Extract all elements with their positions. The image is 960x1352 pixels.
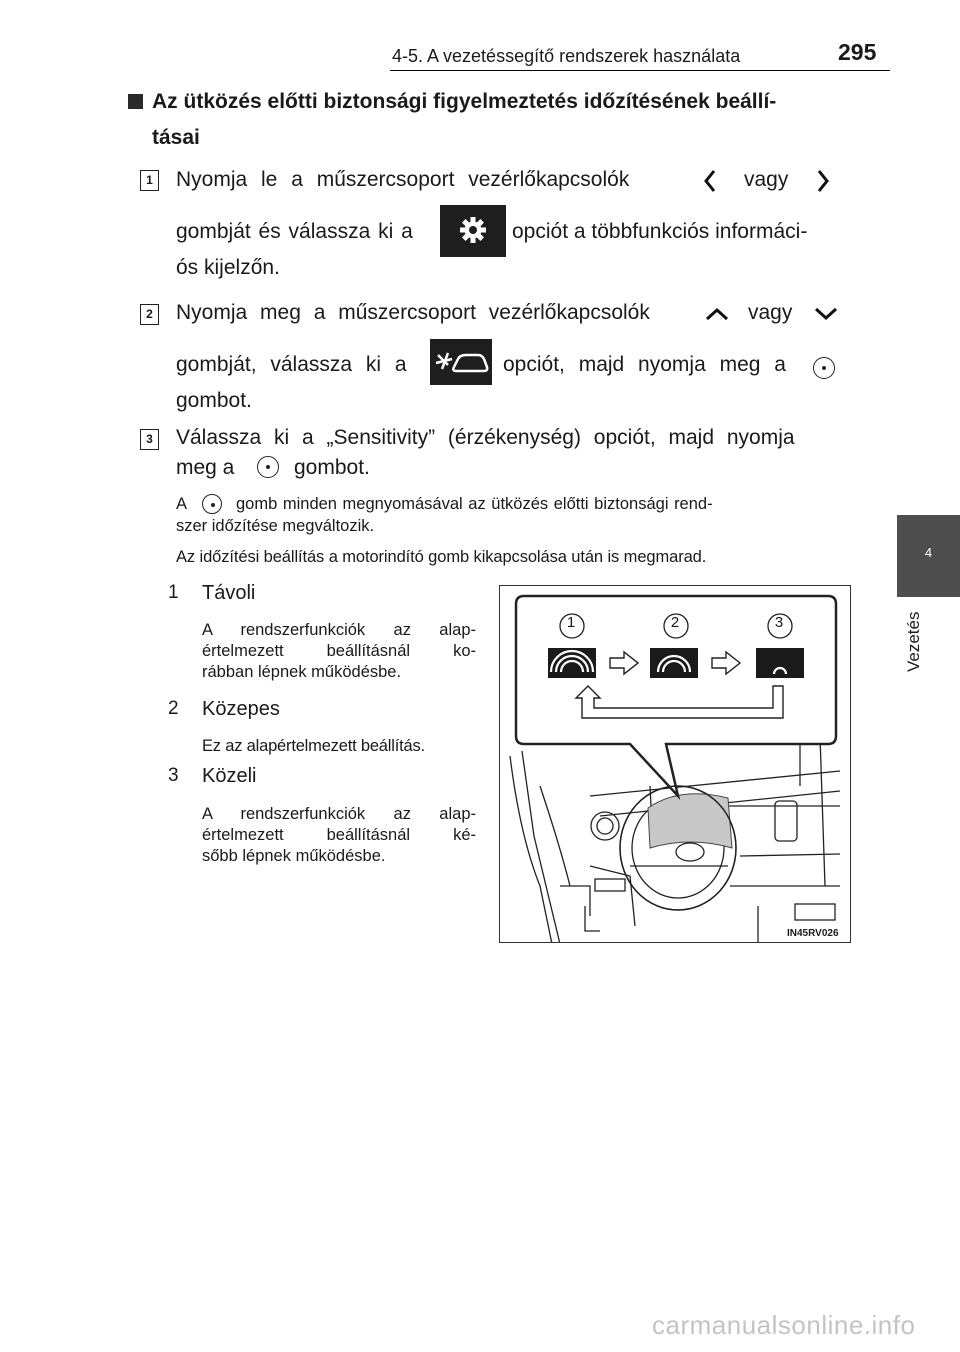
- ok-button-icon: [813, 357, 835, 379]
- gear-icon: [440, 205, 506, 257]
- chapter-tab: [897, 515, 960, 597]
- note-1a: A: [176, 495, 188, 513]
- option-desc-line: A rendszerfunkciók az alap-: [202, 805, 476, 823]
- option-number: 3: [168, 765, 179, 786]
- step-3-line1: Válassza ki a „Sensitivity” (érzékenység) opciót, majd nyomja: [176, 426, 795, 449]
- chevron-down-icon: [813, 305, 839, 323]
- chevron-up-icon: [704, 305, 730, 323]
- option-number: 1: [168, 582, 179, 603]
- note-1c: szer időzítése megváltozik.: [176, 517, 375, 535]
- header-rule: [390, 70, 890, 71]
- section-title: [152, 86, 857, 154]
- option-name: Közepes: [202, 698, 280, 720]
- step-3-line2a: meg a: [176, 456, 235, 479]
- chevron-right-icon: [813, 168, 833, 194]
- option-desc-line: A rendszerfunkciók az alap-: [202, 621, 476, 639]
- dashboard-illustration: [500, 586, 851, 943]
- section-title-line2: tásai: [152, 126, 200, 149]
- page-number: 295: [838, 39, 877, 65]
- title-bullet: [128, 94, 143, 109]
- header-section-title: 4-5. A vezetéssegítő rendszerek használata: [392, 46, 741, 66]
- figure-frame: [499, 585, 851, 943]
- step-2-or: vagy: [748, 301, 793, 324]
- step-number: 1: [140, 170, 159, 191]
- sensitivity-icons: [548, 648, 804, 678]
- option-name: Közeli: [202, 765, 257, 787]
- option-number: 2: [168, 698, 179, 719]
- step-2-line3: gombot.: [176, 389, 252, 412]
- option-desc: [202, 620, 476, 683]
- watermark: carmanualsonline.info: [652, 1310, 916, 1340]
- meter-highlight: [648, 794, 732, 848]
- step-3-line2b: gombot.: [294, 456, 370, 479]
- option-desc-line: rábban lépnek működésbe.: [202, 663, 402, 681]
- step-1-line2b: opciót a többfunkciós informáci-: [512, 220, 808, 243]
- figure-callout: 3: [774, 614, 784, 631]
- figure-callout: 2: [670, 614, 680, 631]
- option-desc-line: sőbb lépnek működésbe.: [202, 847, 386, 865]
- figure-code: IN45RV026: [787, 928, 839, 939]
- pre-collision-icon: [430, 339, 492, 385]
- chapter-number: 4: [924, 545, 933, 560]
- figure-callout: 1: [566, 614, 576, 631]
- ok-button-icon: [202, 494, 222, 514]
- step-1-or: vagy: [744, 168, 789, 191]
- option-desc-line: értelmezett beállításnál ko-: [202, 642, 476, 660]
- note-2: Az időzítési beállítás a motorindító gomb kikapcsolása után is megmarad.: [176, 548, 707, 566]
- step-2-line2b: opciót, majd nyomja meg a: [503, 353, 786, 376]
- option-name: Távoli: [202, 582, 256, 604]
- option-desc: [202, 804, 476, 867]
- step-1-line1a: Nyomja le a műszercsoport vezérlőkapcsolók: [176, 168, 630, 191]
- option-desc-line: értelmezett beállításnál ké-: [202, 826, 476, 844]
- chapter-name: Vezetés: [904, 612, 923, 673]
- note-1b: gomb minden megnyomásával az ütközés előtti biztonsági rend-: [236, 495, 713, 513]
- step-number: 2: [140, 304, 159, 325]
- step-1-line3: ós kijelzőn.: [176, 256, 280, 279]
- step-2-line2a: gombját, válassza ki a: [176, 353, 407, 376]
- option-desc: Ez az alapértelmezett beállítás.: [202, 737, 425, 755]
- step-2-line1a: Nyomja meg a műszercsoport vezérlőkapcsolók: [176, 301, 650, 324]
- section-title-line1: Az ütközés előtti biztonsági figyelmeztetés időzítésének beállí-: [152, 90, 777, 113]
- ok-button-icon: [257, 456, 279, 478]
- step-number: 3: [140, 429, 159, 450]
- step-1-line2a: gombját és válassza ki a: [176, 220, 413, 243]
- chevron-left-icon: [700, 168, 720, 194]
